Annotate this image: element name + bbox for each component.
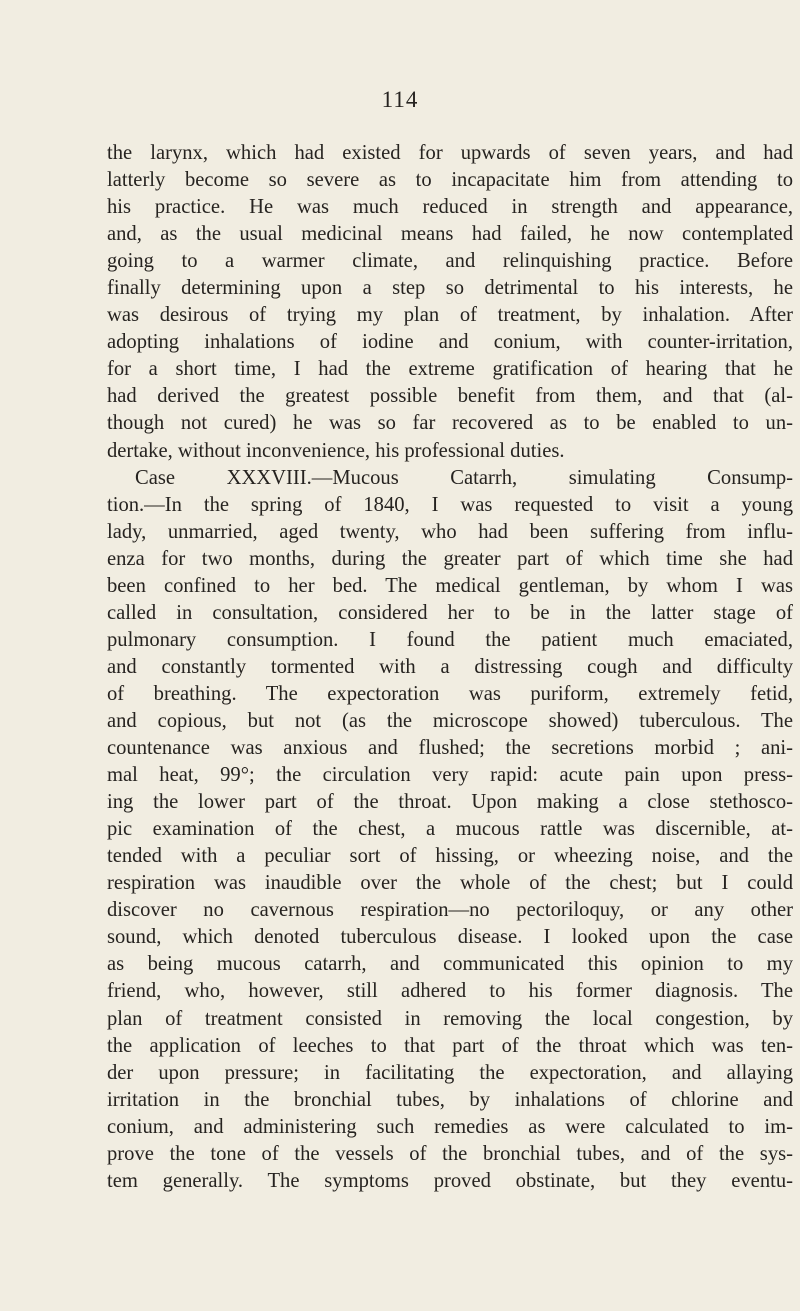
text-line: countenance was anxious and flushed; the secretions morbid ; ani- [107,737,793,760]
text-line: respiration was inaudible over the whole of the chest; but I could [107,872,793,895]
text-line: discover no cavernous respiration—no pectoriloquy, or any other [107,899,793,922]
text-line: conium, and administering such remedies as were calculated to im- [107,1115,793,1138]
text-line: sound, which denoted tuberculous disease. I looked upon the case [107,926,793,949]
text-line: enza for two months, during the greater part of which time she had [107,547,793,570]
text-line: was desirous of trying my plan of treatment, by inhalation. After [107,304,793,327]
text-line: had derived the greatest possible benefit from them, and that (al- [107,385,793,408]
paragraph-end-line: dertake, without inconvenience, his professional duties. [107,439,565,462]
page-number: 114 [381,87,419,112]
text-line: tended with a peculiar sort of hissing, or wheezing noise, and the [107,845,793,868]
text-line: der upon pressure; in facilitating the expectoration, and allaying [107,1061,793,1084]
text-line: and constantly tormented with a distressing cough and difficulty [107,655,793,678]
text-line: though not cured) he was so far recovered as to be enabled to un- [107,412,793,435]
text-line: his practice. He was much reduced in strength and appearance, [107,196,793,219]
text-line: pulmonary consumption. I found the patient much emaciated, [107,628,793,651]
text-line: plan of treatment consisted in removing the local congestion, by [107,1007,793,1030]
text-line: friend, who, however, still adhered to his former diagnosis. The [107,980,793,1003]
text-line: latterly become so severe as to incapacitate him from attending to [107,169,793,192]
text-line: mal heat, 99°; the circulation very rapid: acute pain upon press- [107,764,793,787]
text-line: and, as the usual medicinal means had failed, he now contemplated [107,223,793,246]
text-line: ing the lower part of the throat. Upon making a close stethosco- [107,791,793,814]
text-line: adopting inhalations of iodine and conium, with counter-irritation, [107,331,793,354]
text-line: been confined to her bed. The medical gentleman, by whom I was [107,574,793,597]
text-line: for a short time, I had the extreme gratification of hearing that he [107,358,793,381]
text-line: the application of leeches to that part of the throat which was ten- [107,1034,793,1057]
body-text [107,140,793,1195]
text-line: pic examination of the chest, a mucous rattle was discernible, at- [107,818,793,841]
text-line: of breathing. The expectoration was puriform, extremely fetid, [107,682,793,705]
text-line: irritation in the bronchial tubes, by inhalations of chlorine and [107,1088,793,1111]
case-heading-line: Case XXXVIII.—Mucous Catarrh, simulating Consump- [135,466,793,489]
text-line: the larynx, which had existed for upwards of seven years, and had [107,142,793,164]
text-line: tion.—In the spring of 1840, I was requested to visit a young [107,493,793,516]
text-line: called in consultation, considered her to be in the latter stage of [107,601,793,624]
text-line: and copious, but not (as the microscope showed) tuberculous. The [107,709,793,732]
text-line: finally determining upon a step so detrimental to his interests, he [107,277,793,300]
text-line: going to a warmer climate, and relinquishing practice. Before [107,250,793,273]
text-line: prove the tone of the vessels of the bronchial tubes, and of the sys- [107,1142,793,1165]
text-line: tem generally. The symptoms proved obstinate, but they eventu- [107,1169,793,1192]
text-line: lady, unmarried, aged twenty, who had been suffering from influ- [107,520,793,543]
text-line: as being mucous catarrh, and communicated this opinion to my [107,953,793,976]
